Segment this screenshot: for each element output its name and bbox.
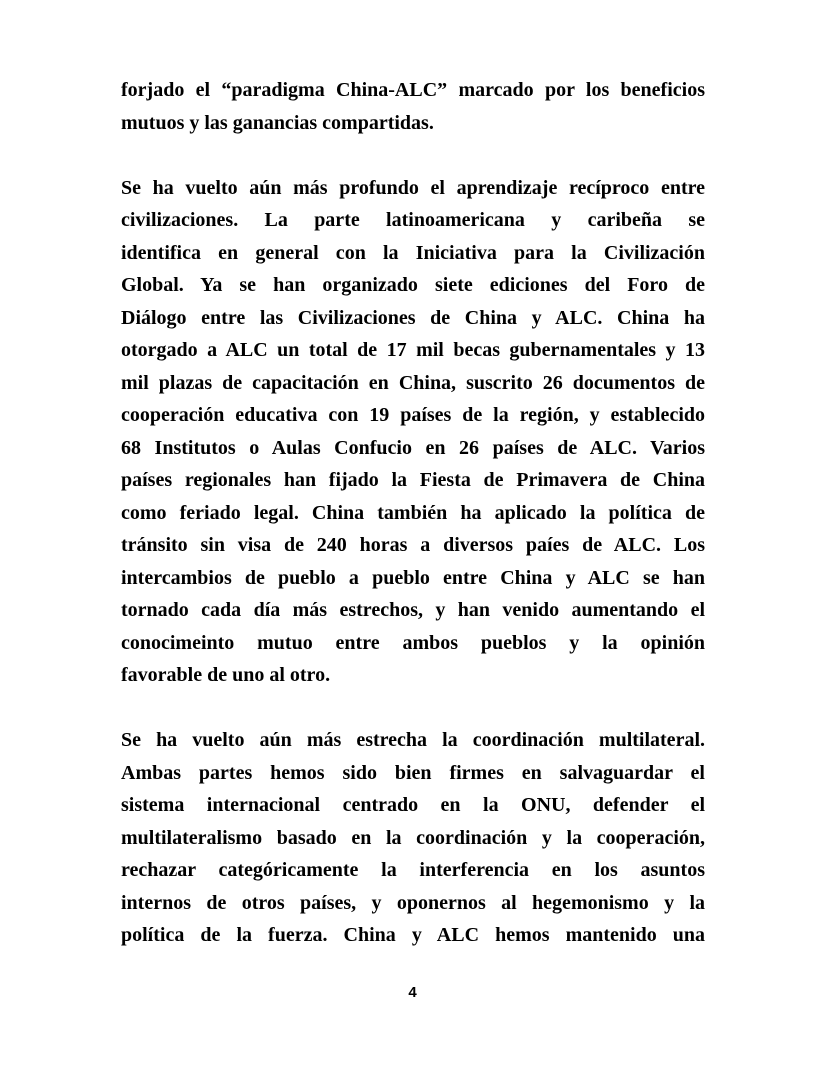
text-line: mutuos y las ganancias compartidas. — [121, 111, 434, 134]
text-line: cooperación educativa con 19 países de la región, y establecido — [121, 404, 705, 426]
text-line: internos de otros países, y oponernos al hegemonismo y la — [121, 891, 705, 914]
text-line: tornado cada día más estrechos, y han venido aumentando el — [121, 599, 705, 621]
text-line: multilateralismo basado en la coordinación y la cooperación, — [121, 826, 705, 849]
text-line: identifica en general con la Iniciativa para la Civilización — [121, 241, 705, 264]
text-line: Se ha vuelto aún más profundo el aprendizaje recíproco entre — [121, 176, 705, 199]
text-line: conocimeinto mutuo entre ambos pueblos y la opinión — [121, 631, 705, 654]
text-line: otorgado a ALC un total de 17 mil becas gubernamentales y 13 — [121, 339, 705, 361]
text-line: política de la fuerza. China y ALC hemos mantenido una — [121, 924, 705, 946]
text-line: sistema internacional centrado en la ONU, defender el — [121, 794, 705, 816]
text-line: intercambios de pueblo a pueblo entre China y ALC se han — [121, 566, 705, 589]
text-line: civilizaciones. La parte latinoamericana y caribeña se — [121, 209, 705, 231]
text-line: como feriado legal. China también ha aplicado la política de — [121, 501, 705, 524]
paragraph — [121, 172, 705, 692]
text-line: países regionales han fijado la Fiesta de Primavera de China — [121, 469, 705, 491]
text-line: favorable de uno al otro. — [121, 664, 331, 686]
paragraph — [121, 724, 705, 952]
text-line: Diálogo entre las Civilizaciones de China y ALC. China ha — [121, 306, 705, 329]
document-body-text — [121, 74, 705, 952]
paragraph — [121, 74, 705, 139]
text-line: rechazar categóricamente la interferencia en los asuntos — [121, 859, 705, 881]
text-line: tránsito sin visa de 240 horas a diversos paíes de ALC. Los — [121, 534, 705, 556]
text-line: Ambas partes hemos sido bien firmes en salvaguardar el — [121, 761, 705, 784]
text-line: 68 Institutos o Aulas Confucio en 26 países de ALC. Varios — [121, 436, 705, 459]
page-number: 4 — [408, 984, 417, 1001]
text-line: forjado el “paradigma China-ALC” marcado por los beneficios — [121, 79, 705, 101]
text-line: mil plazas de capacitación en China, suscrito 26 documentos de — [121, 371, 705, 394]
text-line: Se ha vuelto aún más estrecha la coordinación multilateral. — [121, 729, 705, 751]
text-line: Global. Ya se han organizado siete ediciones del Foro de — [121, 274, 705, 296]
